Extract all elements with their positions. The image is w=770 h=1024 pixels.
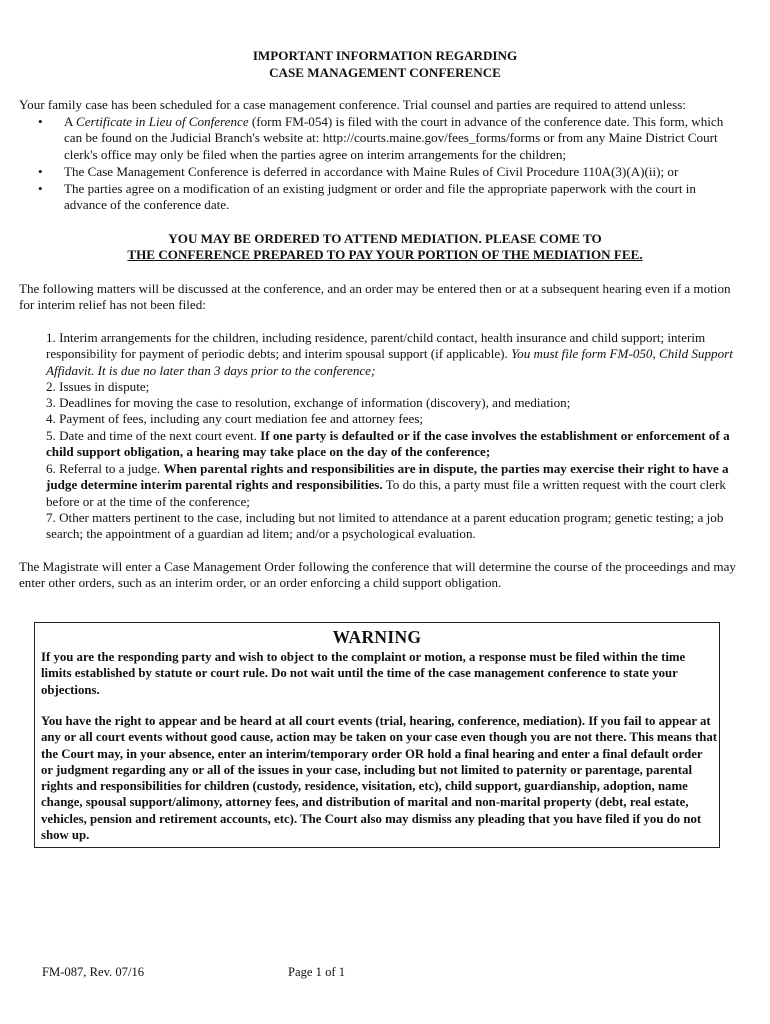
warning-box (34, 622, 720, 848)
bullet-icon: • (38, 114, 43, 129)
bullet-icon: • (38, 164, 43, 179)
matter-item-5: 5. Date and time of the next court event. If one party is defaulted or if the case involves the establishment or enforcement of a child support obligation, a hearing may take place on the day of the conference; (46, 428, 730, 460)
matters-intro: The following matters will be discussed at the conference, and an order may be entered then or at a subsequent hearing even if a motion for interim relief has not been filed: (19, 281, 731, 313)
certificate-form-name: Certificate in Lieu of Conference (76, 114, 249, 129)
warning-paragraph-objections: If you are the responding party and wish to object to the complaint or motion, a response must be filed within the time limits established by statute or court rule. Do not wait until the time of the case management conference to state your objections. (41, 650, 686, 697)
form-id: FM-087, Rev. 07/16 (42, 965, 145, 979)
magistrate-paragraph: The Magistrate will enter a Case Management Order following the conference that will determine the course of the proceedings and may enter other orders, such as an interim order, or an order enforcing a child support obligation. (19, 559, 736, 591)
document-title-line2: CASE MANAGEMENT CONFERENCE (269, 65, 501, 80)
document-title-line1: IMPORTANT INFORMATION REGARDING (252, 48, 518, 63)
warning-paragraph-appearance: You have the right to appear and be heard at all court events (trial, hearing, conference, mediation). If you fail to appear at any or all court events without good cause, action may be taken on your case even though you are not there. This means that the Court may, in your absence, enter an interim/temporary order OR hold a final hearing and enter a final default order or judgment regarding any or all of the issues in your case, including but not limited to paternity or parentage, parental rights and responsibilities for children (custody, residence, visitation, etc), child support, guardianship, adoption, name change, spousal support/alimony, attorney fees, and distribution of marital and non-marital property (debt, real estate, vehicles, pension and retirement accounts, etc). The Court also may dismiss any pleading that you have filed if you do not show up. (41, 714, 717, 843)
page-number: Page 1 of 1 (288, 965, 346, 979)
bullet-icon: • (38, 181, 43, 196)
matter-item-2: 2. Issues in dispute; (46, 379, 150, 394)
matter-item-3: 3. Deadlines for moving the case to resolution, exchange of information (discovery), and mediation; (46, 395, 571, 410)
matter-item-6: 6. Referral to a judge. When parental rights and responsibilities are in dispute, the parties may exercise their right to have a judge determine interim parental rights and responsibilities. To do this, a party must file a written request with the court clerk before or at the time of the conference; (46, 461, 729, 509)
mediation-notice-line2: THE CONFERENCE PREPARED TO PAY YOUR PORTION OF THE MEDIATION FEE. (127, 247, 643, 262)
warning-title: WARNING (332, 627, 422, 647)
matter-item-1: 1. Interim arrangements for the children, including residence, parent/child contact, health insurance and child support; interim responsibility for payment of periodic debts; and interim spousal support (if applicable). You must file form FM-050, Child Support Affidavit. It is due no later than 3 days prior to the conference; (46, 330, 733, 378)
matter-item-4: 4. Payment of fees, including any court mediation fee and attorney fees; (46, 411, 424, 426)
matter-item-7: 7. Other matters pertinent to the case, including but not limited to attendance at a parent education program; genetic testing; a job search; the appointment of a guardian ad litem; and/or a psychological evaluation. (46, 510, 724, 542)
mediation-notice-line1: YOU MAY BE ORDERED TO ATTEND MEDIATION. PLEASE COME TO (168, 231, 602, 246)
intro-text: Your family case has been scheduled for a case management conference. Trial counsel and parties are required to attend unless: (19, 97, 686, 112)
